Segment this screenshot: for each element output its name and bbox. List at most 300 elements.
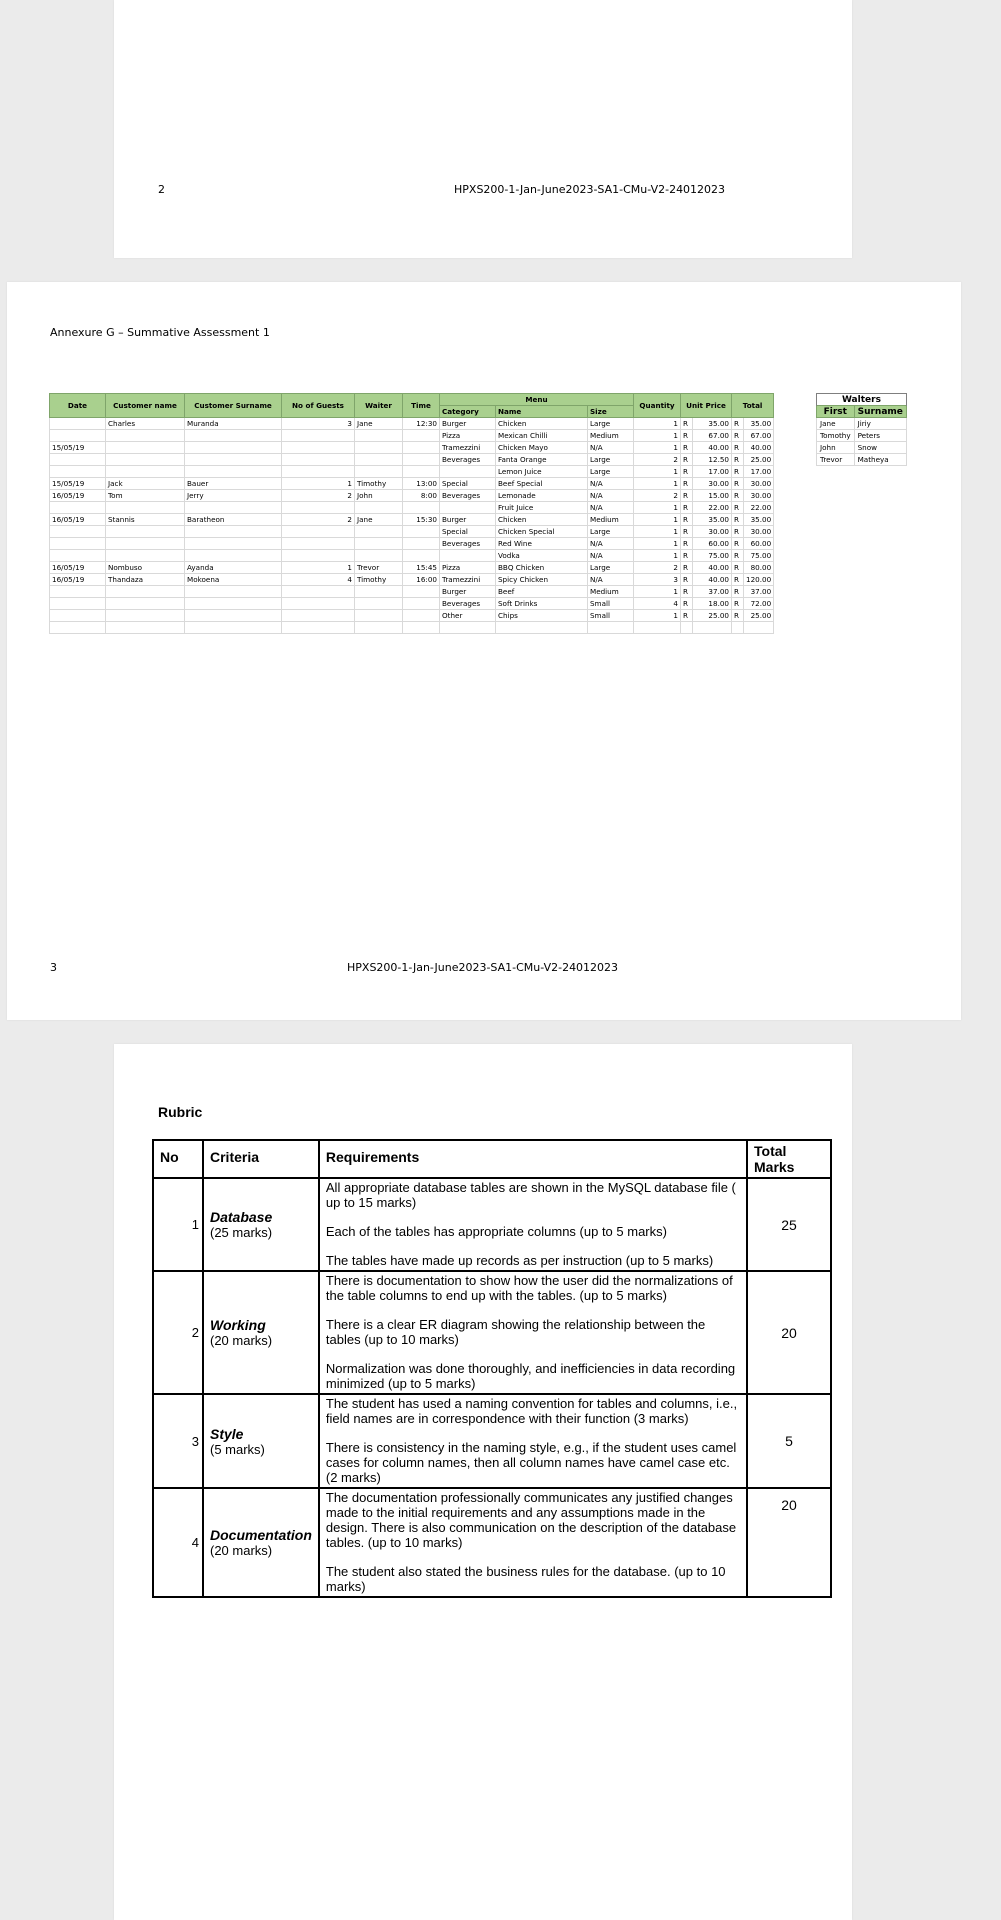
table-cell — [282, 586, 355, 598]
rubric-no: 3 — [153, 1394, 203, 1488]
table-cell — [50, 418, 106, 430]
table-cell: Muranda — [185, 418, 282, 430]
table-cell: Timothy — [355, 478, 403, 490]
table-cell: 120.00 — [744, 574, 774, 586]
table-cell: 17.00 — [693, 466, 732, 478]
table-cell: 12:30 — [403, 418, 440, 430]
criteria-name: Database — [210, 1209, 273, 1225]
page-4 — [114, 1044, 852, 1920]
table-cell: 1 — [634, 430, 681, 442]
table-cell: Large — [588, 466, 634, 478]
table-cell — [50, 610, 106, 622]
table-cell: N/A — [588, 538, 634, 550]
table-cell: Chicken Special — [496, 526, 588, 538]
table-cell: R — [681, 550, 693, 562]
table-cell — [440, 466, 496, 478]
table-cell — [106, 538, 185, 550]
walters-cell: Matheya — [854, 454, 906, 466]
col-requirements: Requirements — [319, 1140, 747, 1178]
table-cell: Charles — [106, 418, 185, 430]
table-cell: R — [732, 598, 744, 610]
table-cell — [106, 586, 185, 598]
table-cell: Beef Special — [496, 478, 588, 490]
table-cell: 3 — [282, 418, 355, 430]
table-cell — [282, 622, 355, 634]
table-cell: R — [681, 586, 693, 598]
criteria-name: Style — [210, 1425, 244, 1442]
table-cell: Mokoena — [185, 574, 282, 586]
table-cell — [355, 598, 403, 610]
walters-table — [816, 393, 907, 466]
walters-row — [817, 442, 907, 454]
table-cell — [50, 598, 106, 610]
table-cell — [185, 586, 282, 598]
requirement-text: There is consistency in the naming style, e.g., if the student uses camel cases for column names, then all column names have camel case etc. (2 marks) — [325, 1440, 737, 1485]
table-cell: Tom — [106, 490, 185, 502]
table-cell: 13:00 — [403, 478, 440, 490]
table-cell — [106, 550, 185, 562]
table-cell: 67.00 — [744, 430, 774, 442]
table-cell — [106, 454, 185, 466]
requirement-text: There is documentation to show how the user did the normalizations of the table columns to end up with the tables. (up to 5 marks) — [325, 1273, 733, 1303]
table-cell — [403, 466, 440, 478]
table-cell: Burger — [440, 514, 496, 526]
requirement-text: The tables have made up records as per instruction (up to 5 marks) — [325, 1253, 714, 1268]
page-number: 3 — [50, 961, 57, 974]
table-row — [50, 502, 774, 514]
table-cell: Small — [588, 610, 634, 622]
table-cell — [50, 466, 106, 478]
rubric-row — [153, 1488, 831, 1597]
annexure-title: Annexure G – Summative Assessment 1 — [50, 326, 270, 339]
table-cell: 30.00 — [693, 526, 732, 538]
table-cell: Beverages — [440, 490, 496, 502]
rubric-title: Rubric — [158, 1104, 203, 1120]
rubric-total: 25 — [747, 1178, 831, 1271]
table-cell: Medium — [588, 430, 634, 442]
table-cell: 1 — [634, 538, 681, 550]
col-customer-name: Customer name — [106, 394, 185, 418]
table-cell: R — [681, 514, 693, 526]
rubric-no: 4 — [153, 1488, 203, 1597]
table-cell: Ayanda — [185, 562, 282, 574]
table-cell — [355, 430, 403, 442]
table-cell: 30.00 — [744, 526, 774, 538]
table-cell: R — [681, 538, 693, 550]
table-cell: Medium — [588, 586, 634, 598]
table-cell: R — [732, 610, 744, 622]
table-cell — [282, 430, 355, 442]
table-cell: John — [355, 490, 403, 502]
table-cell — [50, 550, 106, 562]
table-row — [50, 478, 774, 490]
table-cell — [282, 610, 355, 622]
walters-cell: John — [817, 442, 855, 454]
table-cell: R — [732, 466, 744, 478]
table-cell: 40.00 — [744, 442, 774, 454]
table-cell — [282, 538, 355, 550]
table-cell: R — [681, 466, 693, 478]
table-cell: 80.00 — [744, 562, 774, 574]
table-cell — [403, 430, 440, 442]
table-cell — [50, 430, 106, 442]
table-cell — [106, 526, 185, 538]
table-cell: Thandaza — [106, 574, 185, 586]
table-cell: 22.00 — [693, 502, 732, 514]
table-cell: 12.50 — [693, 454, 732, 466]
table-cell: 40.00 — [693, 562, 732, 574]
table-cell: 35.00 — [693, 418, 732, 430]
table-cell: R — [681, 502, 693, 514]
table-cell: Tramezzini — [440, 442, 496, 454]
table-cell — [403, 622, 440, 634]
table-cell: Small — [588, 598, 634, 610]
table-row — [50, 454, 774, 466]
table-cell: N/A — [588, 574, 634, 586]
criteria-marks: (25 marks) — [210, 1225, 273, 1240]
table-cell: Chicken Mayo — [496, 442, 588, 454]
table-cell — [50, 586, 106, 598]
table-cell: Jane — [355, 418, 403, 430]
table-cell: 72.00 — [744, 598, 774, 610]
walters-title: Walters — [817, 394, 907, 406]
table-cell — [440, 550, 496, 562]
table-cell — [634, 622, 681, 634]
table-cell: N/A — [588, 478, 634, 490]
table-row — [50, 442, 774, 454]
table-cell — [106, 622, 185, 634]
table-cell — [496, 622, 588, 634]
table-cell: Chips — [496, 610, 588, 622]
table-row — [50, 538, 774, 550]
table-cell — [355, 538, 403, 550]
requirement-text: All appropriate database tables are shown in the MySQL database file ( up to 15 marks) — [325, 1180, 736, 1210]
page-number: 2 — [158, 183, 165, 196]
rubric-total: 20 — [747, 1271, 831, 1394]
table-cell — [106, 610, 185, 622]
table-cell: 1 — [634, 466, 681, 478]
table-cell — [106, 442, 185, 454]
page-footer: HPXS200-1-Jan-June2023-SA1-CMu-V2-24012023 — [347, 961, 619, 974]
table-cell: 1 — [634, 526, 681, 538]
table-cell: Lemon Juice — [496, 466, 588, 478]
walters-cell: Tomothy — [817, 430, 855, 442]
table-cell: 67.00 — [693, 430, 732, 442]
table-cell: 37.00 — [693, 586, 732, 598]
table-cell: Timothy — [355, 574, 403, 586]
table-cell — [282, 526, 355, 538]
table-cell: 4 — [282, 574, 355, 586]
table-cell: Pizza — [440, 562, 496, 574]
table-cell: Chicken — [496, 418, 588, 430]
rubric-no: 2 — [153, 1271, 203, 1394]
table-cell: R — [732, 514, 744, 526]
table-row — [50, 586, 774, 598]
table-cell: 75.00 — [693, 550, 732, 562]
rubric-requirements — [319, 1394, 747, 1488]
table-cell: R — [681, 574, 693, 586]
table-cell — [50, 622, 106, 634]
walters-cell: Jiriy — [854, 418, 906, 430]
table-cell: R — [732, 502, 744, 514]
table-cell: Red Wine — [496, 538, 588, 550]
table-cell: R — [732, 430, 744, 442]
rubric-row — [153, 1271, 831, 1394]
table-cell: R — [681, 418, 693, 430]
table-cell: 2 — [634, 562, 681, 574]
table-cell — [50, 526, 106, 538]
table-cell: Large — [588, 454, 634, 466]
col-waiter: Waiter — [355, 394, 403, 418]
requirement-text: The documentation professionally communicates any justified changes made to the initial requirements and any assumptions made in the design. There is also communication on the description of the database tables. (up to 10 marks) — [325, 1490, 737, 1550]
table-cell: R — [732, 478, 744, 490]
rubric-criteria — [203, 1488, 319, 1597]
col-quantity: Quantity — [634, 394, 681, 418]
table-row — [50, 622, 774, 634]
table-cell: Mexican Chilli — [496, 430, 588, 442]
table-cell: 15.00 — [693, 490, 732, 502]
rubric-total: 5 — [747, 1394, 831, 1488]
table-cell — [744, 622, 774, 634]
criteria-marks: (20 marks) — [210, 1333, 273, 1348]
col-unit-price: Unit Price — [681, 394, 732, 418]
criteria-name: Documentation — [210, 1527, 312, 1543]
walters-row — [817, 430, 907, 442]
table-row — [50, 550, 774, 562]
table-cell: 8:00 — [403, 490, 440, 502]
table-row — [50, 514, 774, 526]
table-cell: 15/05/19 — [50, 478, 106, 490]
table-cell: R — [681, 598, 693, 610]
col-no: No — [153, 1140, 203, 1178]
table-cell: 1 — [634, 442, 681, 454]
table-cell: 1 — [634, 418, 681, 430]
table-cell: Trevor — [355, 562, 403, 574]
criteria-marks: (20 marks) — [210, 1543, 273, 1558]
table-cell — [185, 622, 282, 634]
col-surname: Surname — [854, 406, 906, 418]
table-cell — [282, 442, 355, 454]
rubric-row — [153, 1178, 831, 1271]
table-cell — [403, 586, 440, 598]
table-cell: R — [681, 454, 693, 466]
table-cell: 40.00 — [693, 574, 732, 586]
rubric-no: 1 — [153, 1178, 203, 1271]
table-cell: 75.00 — [744, 550, 774, 562]
table-cell: BBQ Chicken — [496, 562, 588, 574]
criteria-marks: (5 marks) — [210, 1441, 265, 1457]
table-cell: N/A — [588, 442, 634, 454]
table-cell: Jack — [106, 478, 185, 490]
requirement-text: There is a clear ER diagram showing the relationship between the tables (up to 10 marks) — [325, 1317, 706, 1347]
table-cell: R — [681, 490, 693, 502]
table-cell: Burger — [440, 586, 496, 598]
table-cell: Large — [588, 562, 634, 574]
table-cell — [106, 502, 185, 514]
requirement-text: The student has used a naming convention for tables and columns, i.e., field names are in correspondence with their function (3 marks) — [325, 1396, 738, 1426]
table-cell — [282, 466, 355, 478]
table-cell: 35.00 — [693, 514, 732, 526]
walters-cell: Jane — [817, 418, 855, 430]
table-cell — [403, 502, 440, 514]
table-cell: R — [732, 490, 744, 502]
table-cell: 16/05/19 — [50, 490, 106, 502]
table-cell: 35.00 — [744, 514, 774, 526]
table-cell — [355, 466, 403, 478]
table-cell: Soft Drinks — [496, 598, 588, 610]
table-cell: Special — [440, 478, 496, 490]
col-no-of-guests: No of Guests — [282, 394, 355, 418]
table-cell — [185, 526, 282, 538]
table-cell — [185, 442, 282, 454]
table-row — [50, 466, 774, 478]
table-cell — [50, 454, 106, 466]
table-row — [50, 418, 774, 430]
rubric-table — [152, 1139, 832, 1598]
rubric-requirements — [319, 1178, 747, 1271]
orders-table — [49, 393, 774, 634]
table-cell — [185, 598, 282, 610]
table-cell — [185, 454, 282, 466]
table-cell — [185, 466, 282, 478]
table-cell: 35.00 — [744, 418, 774, 430]
table-cell: R — [681, 526, 693, 538]
page-3 — [7, 282, 961, 1020]
table-cell — [403, 526, 440, 538]
walters-row — [817, 418, 907, 430]
table-cell: Jerry — [185, 490, 282, 502]
table-cell: 40.00 — [693, 442, 732, 454]
table-cell — [355, 454, 403, 466]
table-cell: 16:00 — [403, 574, 440, 586]
table-cell — [355, 610, 403, 622]
table-cell — [403, 598, 440, 610]
table-cell — [282, 454, 355, 466]
table-cell — [185, 502, 282, 514]
table-cell: 18.00 — [693, 598, 732, 610]
walters-cell: Peters — [854, 430, 906, 442]
table-cell: Lemonade — [496, 490, 588, 502]
table-cell: Tramezzini — [440, 574, 496, 586]
table-cell: Special — [440, 526, 496, 538]
rubric-requirements — [319, 1271, 747, 1394]
table-cell — [681, 622, 693, 634]
table-cell: 1 — [634, 514, 681, 526]
table-cell: 1 — [282, 562, 355, 574]
table-cell: 37.00 — [744, 586, 774, 598]
table-cell — [732, 622, 744, 634]
table-cell: Fanta Orange — [496, 454, 588, 466]
table-cell: R — [681, 478, 693, 490]
table-cell: R — [732, 562, 744, 574]
table-cell: 3 — [634, 574, 681, 586]
table-cell — [106, 598, 185, 610]
table-cell: Stannis — [106, 514, 185, 526]
table-cell: 2 — [282, 514, 355, 526]
rubric-total: 20 — [747, 1488, 831, 1597]
table-cell: R — [681, 610, 693, 622]
table-cell: N/A — [588, 490, 634, 502]
table-cell: 15:30 — [403, 514, 440, 526]
table-cell: Vodka — [496, 550, 588, 562]
table-cell: Burger — [440, 418, 496, 430]
rubric-row — [153, 1394, 831, 1488]
table-cell: R — [732, 418, 744, 430]
table-cell: 4 — [634, 598, 681, 610]
col-menu: Menu — [440, 394, 634, 406]
criteria-name: Working — [210, 1317, 266, 1333]
table-cell: R — [681, 562, 693, 574]
rubric-criteria — [203, 1394, 319, 1488]
table-cell — [106, 430, 185, 442]
table-cell — [106, 466, 185, 478]
table-cell: Pizza — [440, 430, 496, 442]
table-cell: R — [681, 442, 693, 454]
table-cell — [355, 550, 403, 562]
table-cell: 1 — [634, 502, 681, 514]
table-cell: 25.00 — [744, 610, 774, 622]
requirement-text: The student also stated the business rules for the database. (up to 10 marks) — [325, 1564, 726, 1594]
table-cell: Bauer — [185, 478, 282, 490]
walters-cell: Trevor — [817, 454, 855, 466]
table-cell: Fruit Juice — [496, 502, 588, 514]
table-cell: 1 — [634, 586, 681, 598]
col-time: Time — [403, 394, 440, 418]
table-cell: 25.00 — [693, 610, 732, 622]
table-row — [50, 598, 774, 610]
table-cell: 1 — [634, 478, 681, 490]
col-date: Date — [50, 394, 106, 418]
col-customer-surname: Customer Surname — [185, 394, 282, 418]
table-cell: 22.00 — [744, 502, 774, 514]
table-cell: 15/05/19 — [50, 442, 106, 454]
table-cell: R — [681, 430, 693, 442]
table-cell — [282, 550, 355, 562]
requirement-text: Each of the tables has appropriate columns (up to 5 marks) — [325, 1224, 667, 1239]
walters-row — [817, 454, 907, 466]
table-cell: Medium — [588, 514, 634, 526]
table-cell: 30.00 — [744, 490, 774, 502]
table-cell — [440, 622, 496, 634]
table-cell: Baratheon — [185, 514, 282, 526]
table-row — [50, 490, 774, 502]
col-name: Name — [496, 406, 588, 418]
table-cell: 16/05/19 — [50, 514, 106, 526]
table-cell — [693, 622, 732, 634]
table-cell: R — [732, 526, 744, 538]
table-cell: Chicken — [496, 514, 588, 526]
table-row — [50, 430, 774, 442]
table-cell: 15:45 — [403, 562, 440, 574]
table-cell — [282, 502, 355, 514]
table-cell — [403, 538, 440, 550]
table-cell: Beverages — [440, 454, 496, 466]
table-cell — [50, 538, 106, 550]
table-cell — [185, 430, 282, 442]
table-cell: Large — [588, 526, 634, 538]
table-cell: Other — [440, 610, 496, 622]
table-cell: R — [732, 574, 744, 586]
table-cell: 30.00 — [693, 478, 732, 490]
table-cell: 30.00 — [744, 478, 774, 490]
table-cell: 25.00 — [744, 454, 774, 466]
table-cell: Beverages — [440, 538, 496, 550]
table-cell: Beef — [496, 586, 588, 598]
table-cell: 2 — [634, 490, 681, 502]
table-cell: Beverages — [440, 598, 496, 610]
table-cell: Jane — [355, 514, 403, 526]
table-cell: R — [732, 454, 744, 466]
